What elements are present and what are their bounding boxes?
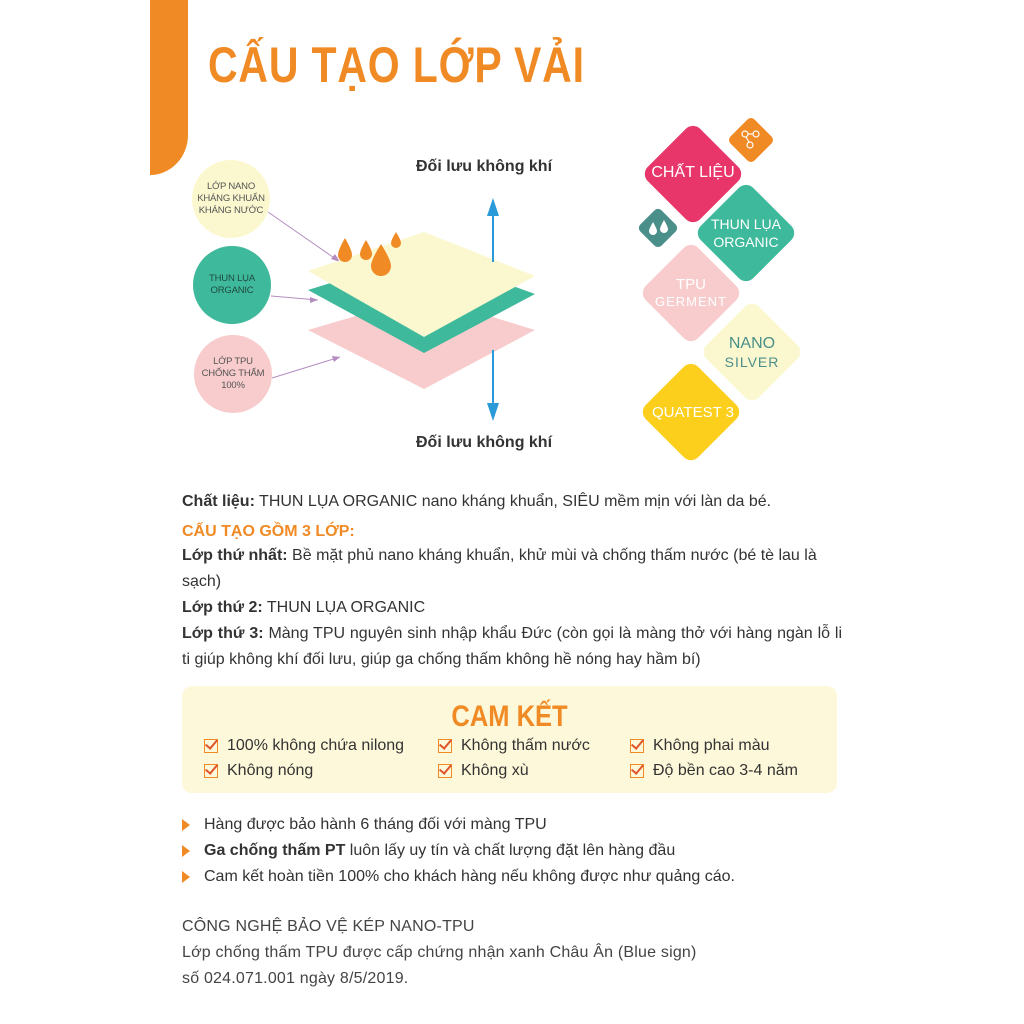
- commitment-item: [438, 762, 529, 780]
- bullet-text: Hàng được bảo hành 6 tháng đối với màng TPU: [204, 816, 547, 833]
- layer2-label: Lớp thứ 2:: [182, 599, 263, 616]
- commitment-item: [630, 762, 798, 780]
- commitment-item-text: Không nóng: [227, 762, 314, 779]
- material-text: THUN LỤA ORGANIC nano kháng khuẩn, SIÊU mềm mịn với làn da bé.: [254, 493, 772, 510]
- layer1-text: Bề mặt phủ nano kháng khuẩn, khử mùi và chống thấm nước (bé tè lau là sạch): [182, 547, 817, 590]
- checkbox-icon: [630, 739, 644, 753]
- bullet-text: luôn lấy uy tín và chất lượng đặt lên hàng đầu: [345, 842, 676, 859]
- bullet-brand: Ga chống thấm PT: [204, 842, 346, 859]
- tile-chat-lieu-label: CHẤT LIỆU: [651, 164, 735, 181]
- tile-nano-label: NANO: [728, 335, 776, 352]
- layer1-label: Lớp thứ nhất:: [182, 547, 288, 564]
- commitment-item-text: Không phai màu: [653, 737, 770, 754]
- air-label-bottom: Đối lưu không khí: [416, 434, 553, 451]
- tile-organic-label: ORGANIC: [713, 234, 779, 250]
- label-nano-text: LỚP NANO KHÁNG KHUẨN KHÁNG NƯỚC: [197, 181, 265, 216]
- layer3-label: Lớp thứ 3:: [182, 625, 264, 642]
- commitment-title: CAM KẾT: [451, 700, 568, 733]
- checkbox-icon: [204, 764, 218, 778]
- layer2-line: [182, 595, 842, 621]
- tile-tpu-label: TPU: [676, 276, 706, 293]
- commitment-item: [438, 737, 590, 755]
- label-tpu-text: LỚP TPU CHỐNG THẤM 100%: [201, 356, 265, 391]
- bullet-refund: [182, 868, 735, 886]
- material-label: Chất liệu:: [182, 493, 255, 510]
- checkbox-icon: [630, 764, 644, 778]
- tile-silver-label: SILVER: [724, 354, 780, 370]
- commitment-item: [630, 737, 770, 755]
- structure-heading: CẤU TẠO GỒM 3 LỚP:: [182, 523, 355, 540]
- layer2-text: THUN LỤA ORGANIC: [262, 599, 426, 616]
- checkbox-icon: [204, 739, 218, 753]
- bullet-icon: [182, 819, 190, 831]
- tile-drops: [637, 207, 679, 249]
- bullet-text: Cam kết hoàn tiền 100% cho khách hàng nếu không được như quảng cáo.: [204, 868, 735, 885]
- layer3-line: [182, 621, 842, 673]
- commitment-item-text: Không thấm nước: [461, 737, 590, 754]
- layer3-text: Màng TPU nguyên sinh nhập khẩu Đức (còn gọi là màng thở với hàng ngàn lỗ li ti giúp không khí đối lưu, giúp ga chống thấm không hề nóng hay hầm bí): [182, 625, 842, 668]
- tile-molecule: [727, 116, 775, 164]
- bullet-icon: [182, 871, 190, 883]
- layer1-line: [182, 543, 842, 595]
- air-label-top: Đối lưu không khí: [416, 158, 553, 175]
- commitment-box: [182, 686, 837, 793]
- footer-cert-number: số 024.071.001 ngày 8/5/2019.: [182, 970, 409, 987]
- tile-germent-label: GERMENT: [655, 294, 727, 309]
- tile-quatest-label: QUATEST 3: [652, 404, 734, 421]
- footer-certificate: Lớp chống thấm TPU được cấp chứng nhận xanh Châu Ân (Blue sign): [182, 944, 697, 961]
- page-title: CẤU TẠO LỚP VẢI: [208, 37, 585, 93]
- checkbox-icon: [438, 739, 452, 753]
- commitment-item-text: Độ bền cao 3-4 năm: [653, 762, 798, 779]
- checkbox-icon: [438, 764, 452, 778]
- commitment-item: [204, 737, 404, 755]
- tile-thun-lua-label: THUN LỤA: [710, 216, 781, 232]
- material-line: [182, 489, 842, 515]
- bullet-icon: [182, 845, 190, 857]
- bullet-reputation: [182, 842, 675, 860]
- commitment-item: [204, 762, 313, 780]
- label-organic-text: THUN LỤA ORGANIC: [209, 273, 255, 296]
- footer-heading: CÔNG NGHỆ BẢO VỆ KÉP NANO-TPU: [182, 918, 475, 935]
- commitment-item-text: 100% không chứa nilong: [227, 737, 405, 754]
- commitment-item-text: Không xù: [461, 762, 529, 779]
- bullet-warranty: [182, 816, 547, 834]
